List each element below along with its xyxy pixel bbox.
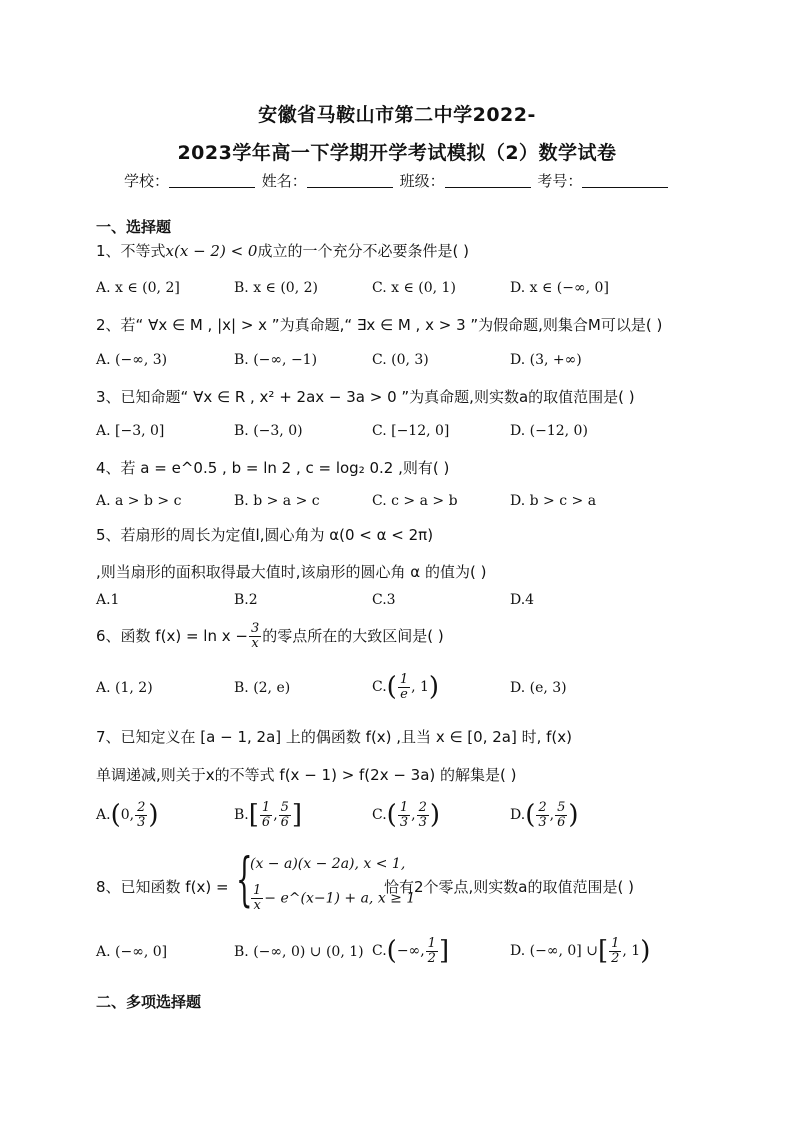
question-5-line-2: ,则当扇形的面积取得最大值时,该扇形的圆心角 α 的值为( ): [96, 563, 487, 581]
q7-b-den2: 6: [280, 814, 289, 830]
q5-option-c[interactable]: C.3: [372, 592, 396, 608]
q6-frac-num: 3: [250, 621, 260, 636]
q1-option-c[interactable]: C. x ∈ (0, 1): [372, 280, 456, 296]
school-label: 学校：: [124, 172, 170, 190]
q5-option-d[interactable]: D.4: [510, 592, 535, 608]
q1-suffix: 成立的一个充分不必要条件是( ): [257, 242, 469, 260]
question-6: [96, 622, 444, 651]
q7-a-head: 0,: [120, 807, 135, 823]
section-multiple-choice: 一、选择题: [96, 218, 172, 236]
q4-options: [96, 493, 696, 517]
question-4: 4、若 a = e^0.5 , b = ln 2 , c = log₂ 0.2 ,则有( ): [96, 459, 450, 477]
q1-math: x(x − 2) < 0: [165, 242, 258, 260]
q8-d-den: 2: [611, 950, 620, 966]
q8-c-label: C.: [372, 943, 387, 959]
q4-option-d[interactable]: D. b > c > a: [510, 493, 597, 509]
question-1: [96, 240, 469, 261]
q8-option-a[interactable]: A. (−∞, 0]: [96, 944, 168, 960]
q8-c-den: 2: [427, 950, 436, 966]
q7-option-b[interactable]: B.[ $\frac{1}{6}$ , $\frac{5}{6}$ ]: [234, 799, 303, 830]
q6-option-c-frac: [398, 673, 410, 702]
title-line-2: 2023学年高一下学期开学考试模拟（2）数学试卷: [177, 142, 617, 164]
q8-case2-num: 1: [253, 883, 262, 898]
q2-option-c[interactable]: C. (0, 3): [372, 352, 429, 368]
q7-option-c[interactable]: C.( $\frac{1}{3}$ , $\frac{2}{3}$ ): [372, 799, 440, 830]
class-blank[interactable]: [445, 173, 531, 188]
q2-options: [96, 352, 696, 376]
q5-option-b[interactable]: B.2: [234, 592, 258, 608]
q3-option-c[interactable]: C. [−12, 0]: [372, 423, 450, 439]
q3-option-a[interactable]: A. [−3, 0]: [96, 423, 165, 439]
q8-d-label: D. (−∞, 0] ∪: [510, 943, 598, 959]
q7-options: [96, 800, 696, 840]
q1-option-a[interactable]: A. x ∈ (0, 2]: [96, 280, 180, 296]
question-3: 3、已知命题“ ∀x ∈ R , x² + 2ax − 3a > 0 ”为真命题,则实数a的取值范围是( ): [96, 388, 635, 406]
q7-a-den: 3: [137, 814, 146, 830]
q3-option-b[interactable]: B. (−3, 0): [234, 423, 303, 439]
question-8-prefix: 8、已知函数 f(x) =: [96, 878, 229, 896]
q6-suffix: 的零点所在的大致区间是( ): [262, 627, 444, 645]
q7-c-den1: 3: [399, 814, 409, 830]
q7-d-num2: 5: [557, 799, 566, 815]
q7-b-frac-2: [279, 801, 291, 830]
q6-option-d[interactable]: D. (e, 3): [510, 680, 567, 696]
section-multiple-select: 二、多项选择题: [96, 993, 202, 1011]
q7-b-frac-1: [260, 801, 272, 830]
q6-option-b[interactable]: B. (2, e): [234, 680, 291, 696]
q8-d-tail: , 1: [622, 943, 641, 959]
q8-option-b[interactable]: B. (−∞, 0) ∪ (0, 1): [234, 944, 364, 960]
q4-option-a[interactable]: A. a > b > c: [96, 493, 182, 509]
q2-option-b[interactable]: B. (−∞, −1): [234, 352, 318, 368]
q6-c-den: e: [400, 686, 408, 702]
question-5-line-1: 5、若扇形的周长为定值l,圆心角为 α(0 < α < 2π): [96, 526, 434, 544]
q7-c-num2: 2: [418, 799, 427, 815]
q2-option-d[interactable]: D. (3, +∞): [510, 352, 582, 368]
q7-a-label: A.: [96, 807, 111, 823]
q7-option-d[interactable]: D.( $\frac{2}{3}$ , $\frac{5}{6}$ ): [510, 799, 579, 830]
q7-c-frac-2: [417, 801, 429, 830]
q8-piecewise-brace: {: [236, 845, 253, 913]
q8-d-num: 1: [611, 935, 620, 951]
q4-option-b[interactable]: B. b > a > c: [234, 493, 320, 509]
q2-option-a[interactable]: A. (−∞, 3): [96, 352, 168, 368]
q8-c-frac: [426, 937, 438, 966]
q3-option-d[interactable]: D. (−12, 0): [510, 423, 588, 439]
q4-option-c[interactable]: C. c > a > b: [372, 493, 458, 509]
q6-option-c[interactable]: C.( $\frac{1}{e}$ , 1): [372, 671, 440, 702]
q3-options: [96, 423, 696, 447]
question-8-suffix: 恰有2个零点,则实数a的取值范围是( ): [384, 878, 634, 896]
q6-option-c-label: C.: [372, 679, 387, 695]
q7-b-den1: 6: [261, 814, 271, 830]
q7-option-a[interactable]: A.(0, $\frac{2}{3}$ ): [96, 799, 159, 830]
q7-c-label: C.: [372, 807, 387, 823]
q8-case2-den: x: [253, 898, 261, 913]
q6-options: [96, 672, 696, 708]
question-2: 2、若“ ∀x ∈ M , |x| > x ”为真命题,“ ∃x ∈ M , x > 3 ”为假命题,则集合M可以是( ): [96, 316, 663, 334]
question-7-line-1: 7、已知定义在 [a − 1, 2a] 上的偶函数 f(x) ,且当 x ∈ [0, 2a] 时, f(x): [96, 728, 572, 746]
q6-option-a[interactable]: A. (1, 2): [96, 680, 153, 696]
class-label: 班级：: [399, 172, 445, 190]
q7-c-num1: 1: [399, 799, 409, 815]
q8-c-head: −∞,: [396, 943, 425, 959]
q1-options: [96, 280, 696, 304]
q8-c-num: 1: [427, 935, 436, 951]
q7-d-frac-2: [555, 801, 567, 830]
q1-option-b[interactable]: B. x ∈ (0, 2): [234, 280, 318, 296]
title-line-1: 安徽省马鞍山市第二中学2022-: [258, 104, 536, 126]
q8-case2-frac: [251, 884, 263, 913]
q7-d-num1: 2: [538, 799, 547, 815]
name-blank[interactable]: [307, 173, 393, 188]
q7-d-label: D.: [510, 807, 526, 823]
q6-fraction: [249, 622, 261, 651]
q8-option-c[interactable]: C.(−∞, $\frac{1}{2}$ ]: [372, 935, 450, 966]
q8-case-1: (x − a)(x − 2a), x < 1,: [250, 856, 406, 872]
q7-d-den1: 3: [538, 814, 547, 830]
school-blank[interactable]: [169, 173, 255, 188]
q7-b-num1: 1: [261, 799, 271, 815]
q1-prefix: 1、不等式: [96, 242, 166, 260]
q7-a-frac: [135, 801, 147, 830]
q8-options: [96, 936, 696, 976]
q8-case2-tail: − e^(x−1) + a, x ≥ 1: [264, 890, 416, 907]
q7-c-den2: 3: [418, 814, 427, 830]
q5-options: [96, 592, 696, 616]
q7-d-den2: 6: [557, 814, 566, 830]
q6-c-num: 1: [399, 671, 409, 687]
q6-frac-den: x: [251, 636, 259, 651]
q7-c-frac-1: [398, 801, 410, 830]
q5-option-a[interactable]: A.1: [96, 592, 120, 608]
q7-d-frac-1: [536, 801, 548, 830]
exam-number-label: 考号：: [537, 172, 583, 190]
q8-d-frac: [609, 937, 621, 966]
student-info-fields: [124, 170, 670, 191]
q1-option-d[interactable]: D. x ∈ (−∞, 0]: [510, 280, 609, 296]
q6-c-tail: , 1: [411, 679, 429, 695]
q6-prefix: 6、函数 f(x) = ln x −: [96, 627, 248, 645]
q7-b-num2: 5: [280, 799, 289, 815]
exam-number-blank[interactable]: [582, 173, 668, 188]
question-7-line-2: 单调递减,则关于x的不等式 f(x − 1) > f(2x − 3a) 的解集是( ): [96, 766, 517, 784]
q7-b-label: B.: [234, 807, 249, 823]
q8-option-d[interactable]: D. (−∞, 0] ∪[ $\frac{1}{2}$ , 1): [510, 935, 651, 966]
name-label: 姓名：: [261, 172, 307, 190]
q7-a-num: 2: [137, 799, 146, 815]
